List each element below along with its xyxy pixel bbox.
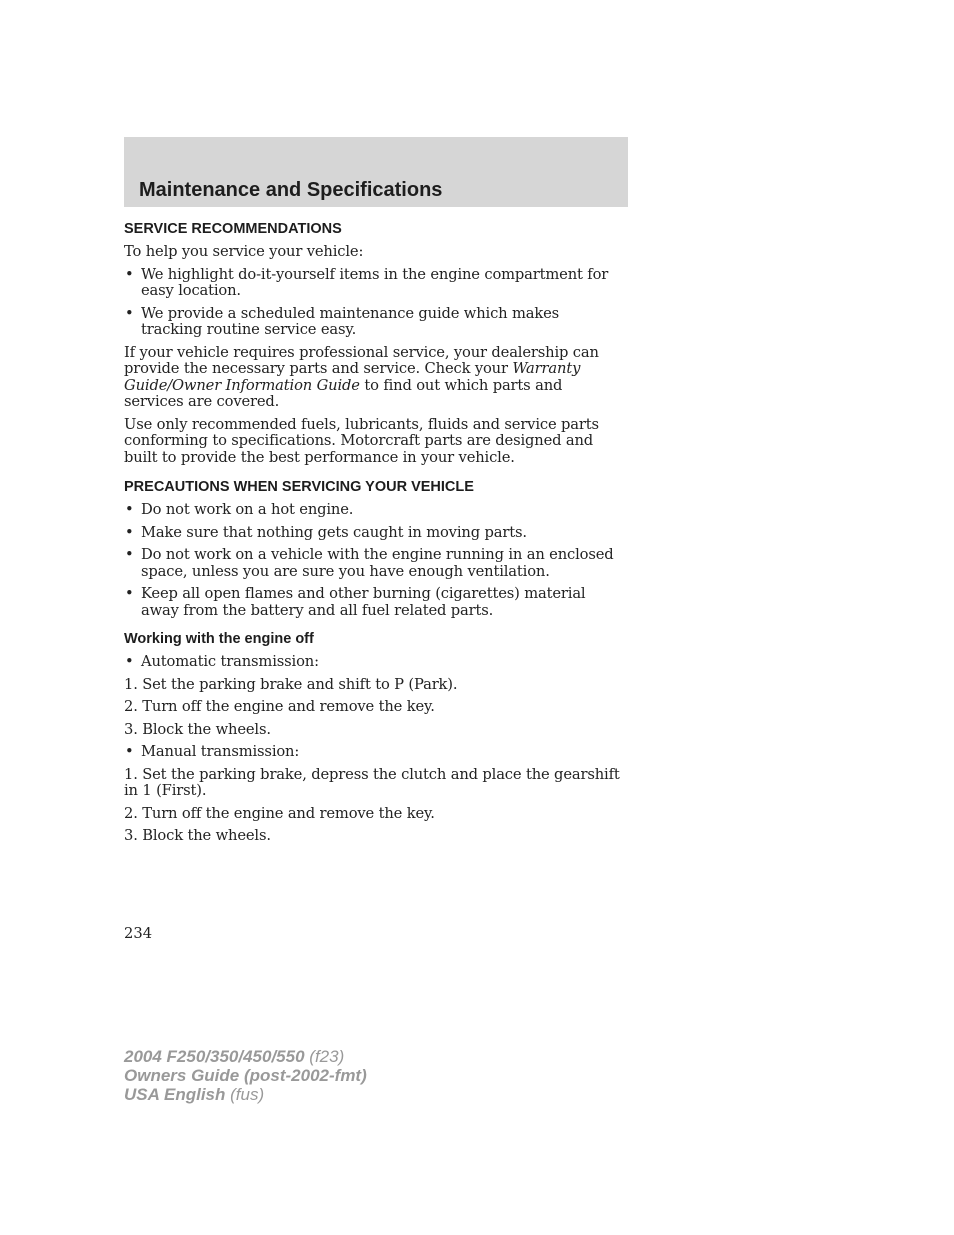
- footer-guide-line: [124, 1066, 367, 1085]
- list-item: • Do not work on a hot engine.: [124, 502, 624, 519]
- document-footer: [124, 1047, 367, 1104]
- footer-language-code: (fus): [230, 1085, 265, 1104]
- section-heading-precautions: PRECAUTIONS WHEN SERVICING YOUR VEHICLE: [124, 479, 474, 495]
- numbered-step: 2. Turn off the engine and remove the key.: [124, 698, 435, 715]
- chapter-header-band: [124, 137, 628, 207]
- list-item: • We highlight do-it-yourself items in the engine compartment for easy location.: [124, 267, 624, 300]
- footer-language-line: [124, 1085, 367, 1104]
- manual-bullet: [124, 744, 624, 761]
- page-number: 234: [124, 925, 153, 942]
- precautions-bullet-list: [124, 502, 624, 619]
- footer-model-code: (f23): [309, 1047, 345, 1066]
- numbered-step: 1. Set the parking brake, depress the clutch and place the gearshift in 1 (First).: [124, 765, 620, 799]
- recommended-parts-paragraph: Use only recommended fuels, lubricants, fluids and service parts conforming to specifications. Motorcraft parts are designed and built to provide the best performance in your vehicle.: [124, 415, 599, 466]
- list-item: • Manual transmission:: [124, 744, 624, 761]
- service-intro: To help you service your vehicle:: [124, 243, 364, 260]
- paragraph-text: If your vehicle requires professional service, your dealership can provide the necessary parts and service. Check your: [124, 343, 599, 377]
- list-item: • Keep all open flames and other burning (cigarettes) material away from the battery and all fuel related parts.: [124, 586, 624, 619]
- footer-model: 2004 F250/350/450/550: [124, 1047, 305, 1066]
- page-content: [124, 220, 624, 851]
- numbered-step: 3. Block the wheels.: [124, 720, 271, 738]
- list-item: • We provide a scheduled maintenance guide which makes tracking routine service easy.: [124, 306, 624, 339]
- footer-language: USA English: [124, 1085, 226, 1104]
- professional-service-paragraph: [124, 345, 624, 411]
- automatic-bullet: [124, 654, 624, 671]
- list-item: • Do not work on a vehicle with the engine running in an enclosed space, unless you are sure you have enough ventilation.: [124, 547, 624, 580]
- list-item: • Automatic transmission:: [124, 654, 624, 671]
- numbered-step: 3. Block the wheels.: [124, 827, 271, 844]
- subheading-engine-off: Working with the engine off: [124, 631, 314, 647]
- chapter-title: Maintenance and Specifications: [139, 179, 443, 201]
- list-item: • Make sure that nothing gets caught in moving parts.: [124, 525, 624, 542]
- paragraph-text: to find out which parts and services are covered.: [124, 376, 563, 410]
- section-heading-service-recommendations: SERVICE RECOMMENDATIONS: [124, 221, 342, 237]
- warranty-guide-reference: Warranty Guide/Owner Information Guide: [124, 360, 581, 394]
- service-bullet-list: [124, 267, 624, 339]
- numbered-step: 1. Set the parking brake and shift to P (Park).: [124, 675, 458, 693]
- numbered-step: 2. Turn off the engine and remove the key.: [124, 804, 435, 822]
- footer-model-line: [124, 1047, 367, 1066]
- footer-guide: Owners Guide (post-2002-fmt): [124, 1066, 367, 1085]
